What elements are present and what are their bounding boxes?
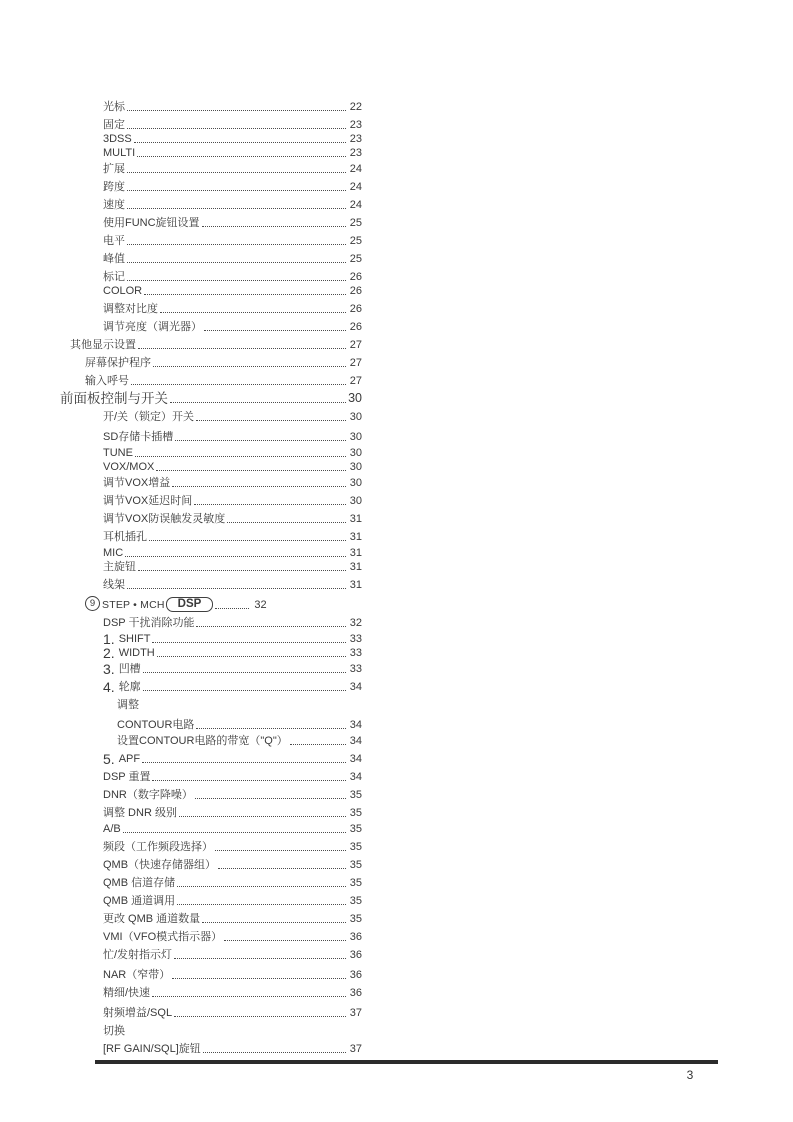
toc-entry-page: 31 [349,513,362,525]
toc-entry-label: 电平 [103,235,125,247]
toc-entry [103,964,362,982]
dot-leader [172,978,346,979]
toc-entry-page: 23 [349,119,362,131]
toc-entry-page: 35 [349,877,362,889]
dot-leader [175,440,346,441]
toc-entry [103,1038,362,1056]
dot-leader [123,832,346,833]
toc-entry-page: 34 [349,719,362,731]
toc-entry [103,490,362,508]
dot-leader [172,486,346,487]
dot-leader [227,522,346,523]
toc-entry-label: MIC [103,547,124,559]
toc-entry-label: 3DSS [103,133,132,145]
toc-entry [103,982,362,1000]
toc-entry-label: 屏幕保护程序 [85,357,151,369]
toc-entry-page: 36 [349,969,362,981]
dot-leader [170,402,346,403]
dot-leader [218,868,346,869]
toc-entry [103,944,362,962]
toc-entry-label: 精细/快速 [103,987,151,999]
toc-entry [103,230,362,248]
dot-leader [127,110,346,111]
toc-entry-label: DSP 干扰消除功能 [103,617,195,629]
toc-entry-label: A/B [103,823,121,835]
toc-entry-label: 凹槽 [118,663,141,675]
dot-leader [127,128,346,129]
toc-entry [103,818,362,836]
toc-entry-page: 33 [349,663,362,675]
item-number: 1. [103,631,115,647]
toc-entry [103,658,362,676]
dot-leader [149,540,346,541]
toc-entry [70,334,362,352]
toc-entry-label: 耳机插孔 [103,531,147,543]
toc-entry-label: 峰值 [103,253,125,265]
toc-entry [103,248,362,266]
toc-entry-page: 32 [349,617,362,629]
toc-entry [103,908,362,926]
toc-entry [85,352,362,370]
toc-entry [103,280,362,298]
toc-entry-page: 35 [349,789,362,801]
toc-entry-label: DSP 重置 [103,771,151,783]
toc-entry-label: QMB（快速存储器组） [103,859,217,871]
toc-entry-page: 30 [349,461,362,473]
dot-leader [127,190,346,191]
dot-leader [174,1016,346,1017]
toc-entry-label: QMB 信道存储 [103,877,176,889]
page-number: 3 [686,1068,694,1082]
toc-entry-label: VOX/MOX [103,461,155,473]
toc-entry-page: 26 [349,303,362,315]
dot-leader [127,262,346,263]
toc-entry-page: 30 [349,447,362,459]
toc-entry-page: 26 [349,271,362,283]
dot-leader [194,504,346,505]
dot-leader [153,366,346,367]
toc-entry-page: 31 [349,547,362,559]
toc-entry [103,508,362,526]
dot-leader [143,690,346,691]
toc-entry-page: 27 [349,339,362,351]
dot-leader [144,294,346,295]
toc-entry [103,212,362,230]
toc-entry [103,926,362,944]
toc-entry-label: 调节VOX延迟时间 [103,495,193,507]
toc-entry-page: 31 [349,579,362,591]
toc-entry-label: 调整 DNR 级别 [103,807,177,819]
toc-entry-page: 23 [349,147,362,159]
dot-leader [135,456,346,457]
dot-leader [196,420,346,421]
footer-rule [95,1060,718,1064]
toc-entry-label: 设置CONTOUR电路的带宽（"Q"） [117,735,288,747]
toc-entry-label: 调整对比度 [103,303,158,315]
dot-leader [138,348,346,349]
toc-entry-page: 33 [349,633,362,645]
toc-entry-page: 33 [349,647,362,659]
toc-entry [103,298,362,316]
dot-leader [177,886,346,887]
toc-entry-label: 调节VOX防误触发灵敏度 [103,513,226,525]
toc-entry-page: 35 [349,823,362,835]
dot-leader [224,940,346,941]
toc-entry-page: 24 [349,163,362,175]
toc-entry-label: 输入呼号 [85,375,129,387]
toc-entry-page: 35 [349,841,362,853]
dot-leader [143,672,346,673]
toc-entry-page: 24 [349,181,362,193]
dot-leader [177,904,346,905]
toc-entry-page: 37 [349,1043,362,1055]
toc-entry-page: 35 [349,895,362,907]
toc-entry-page: 30 [349,431,362,443]
toc-entry-page: 30 [349,477,362,489]
toc-entry [103,194,362,212]
toc-entry-page: 37 [349,1007,362,1019]
toc-entry-label: NAR（窄带） [103,969,171,981]
dot-leader [215,850,346,851]
toc-entry-label: 使用FUNC旋钮设置 [103,217,200,229]
toc-entry-label: 跨度 [103,181,125,193]
toc-entry-page: 31 [349,561,362,573]
toc-entry-label: TUNE [103,447,133,459]
dot-leader [127,588,346,589]
dsp-keycap: DSP [166,597,214,612]
toc-entry-label: 调整 [117,699,139,711]
dot-leader [160,312,346,313]
toc-entry-page: 35 [349,807,362,819]
toc-entry-page: 25 [349,217,362,229]
dot-leader [127,172,346,173]
toc-entry-label: 光标 [103,101,125,113]
toc-entry-page: 31 [349,531,362,543]
toc-entry-page: 36 [349,987,362,999]
toc-entry-page: 34 [349,753,362,765]
toc-entry [103,406,362,424]
dot-leader [137,156,346,157]
toc-entry-page: 26 [349,321,362,333]
toc-entry-label: [RF GAIN/SQL]旋钮 [103,1043,201,1055]
dot-leader [138,570,346,571]
toc-entry-label: CONTOUR电路 [117,719,195,731]
toc-entry [103,676,362,694]
toc-entry [103,872,362,890]
toc-entry-page: 34 [349,681,362,693]
toc-entry-page: 34 [349,735,362,747]
toc-entry [103,96,362,114]
dot-leader [152,780,346,781]
dot-leader [127,208,346,209]
dot-leader [215,608,249,609]
table-of-contents [0,96,362,1056]
toc-entry [103,1020,362,1038]
toc-entry-label: DNR（数字降噪） [103,789,193,801]
toc-entry [60,388,362,406]
circled-number-icon: 9 [85,596,100,611]
dot-leader [134,142,346,143]
toc-entry-label: WIDTH [118,647,155,659]
toc-entry-page: 25 [349,235,362,247]
toc-entry-label: 更改 QMB 通道数量 [103,913,201,925]
toc-entry-page: 25 [349,253,362,265]
toc-entry-label: APF [118,753,141,765]
dot-leader [127,244,346,245]
toc-entry-label: 速度 [103,199,125,211]
toc-entry [103,836,362,854]
toc-entry [103,574,362,592]
dot-leader [196,626,346,627]
toc-entry [117,730,362,748]
toc-entry-page: 30 [348,391,362,405]
toc-entry-label: 前面板控制与开关 [60,391,168,406]
dot-leader [196,728,346,729]
item-number: 4. [103,679,115,695]
dot-leader [131,384,346,385]
toc-entry-label: 固定 [103,119,125,131]
dot-leader [152,642,346,643]
toc-entry-page: 30 [349,411,362,423]
toc-entry-label: COLOR [103,285,143,297]
dot-leader [202,226,346,227]
toc-entry-label: 轮廓 [118,681,141,693]
toc-entry-label: STEP • MCH [102,599,165,611]
toc-entry-page: 35 [349,913,362,925]
toc-entry-label: QMB 通道调用 [103,895,176,907]
toc-entry-page: 35 [349,859,362,871]
toc-entry-label: 标记 [103,271,125,283]
toc-entry-label: 其他显示设置 [70,339,136,351]
item-number: 2. [103,645,115,661]
toc-entry-label: 射频增益/SQL [103,1007,173,1019]
toc-entry [103,556,362,574]
toc-entry-page: 24 [349,199,362,211]
item-number: 3. [103,661,115,677]
toc-entry-label: VMI（VFO模式指示器） [103,931,223,943]
toc-entry [103,158,362,176]
dot-leader [179,816,346,817]
dot-leader [152,996,346,997]
toc-entry-label: MULTI [103,147,136,159]
toc-entry-label: SD存储卡插槽 [103,431,174,443]
toc-entry-page: 27 [349,375,362,387]
dot-leader [156,470,346,471]
toc-entry [103,472,362,490]
dot-leader [174,958,346,959]
toc-entry-label: 忙/发射指示灯 [103,949,173,961]
toc-entry [117,694,362,712]
dot-leader [127,280,346,281]
toc-entry [103,784,362,802]
toc-entry-label: 主旋钮 [103,561,136,573]
toc-entry-label: 切换 [103,1025,125,1037]
toc-entry-page: 34 [349,771,362,783]
toc-entry-label: 线架 [103,579,125,591]
dot-leader [195,798,346,799]
toc-entry-label: SHIFT [118,633,151,645]
dot-leader [202,922,346,923]
item-number: 5. [103,751,115,767]
toc-entry-page: 26 [349,285,362,297]
toc-entry-label: 开/关（锁定）开关 [103,411,195,423]
dot-leader [142,762,346,763]
toc-entry-label: 调节VOX增益 [103,477,171,489]
toc-entry-page: 27 [349,357,362,369]
toc-entry-page: 36 [349,931,362,943]
toc-entry [103,890,362,908]
toc-entry [103,766,362,784]
toc-entry [103,316,362,334]
toc-entry-label: 扩展 [103,163,125,175]
toc-entry-page: 36 [349,949,362,961]
dot-leader [203,1052,346,1053]
toc-entry [85,370,362,388]
toc-entry-page: 32 [254,599,267,611]
toc-entry-page: 22 [349,101,362,113]
dot-leader [125,556,346,557]
toc-entry [85,594,362,612]
toc-entry [103,748,362,766]
dot-leader [290,744,346,745]
toc-entry [103,176,362,194]
toc-entry [103,854,362,872]
toc-entry [103,1002,362,1020]
dot-leader [157,656,346,657]
toc-entry-page: 30 [349,495,362,507]
toc-entry-label: 调节亮度（调光器） [103,321,202,333]
toc-entry-label: 频段（工作频段选择） [103,841,213,853]
dot-leader [204,330,346,331]
toc-entry-page: 23 [349,133,362,145]
